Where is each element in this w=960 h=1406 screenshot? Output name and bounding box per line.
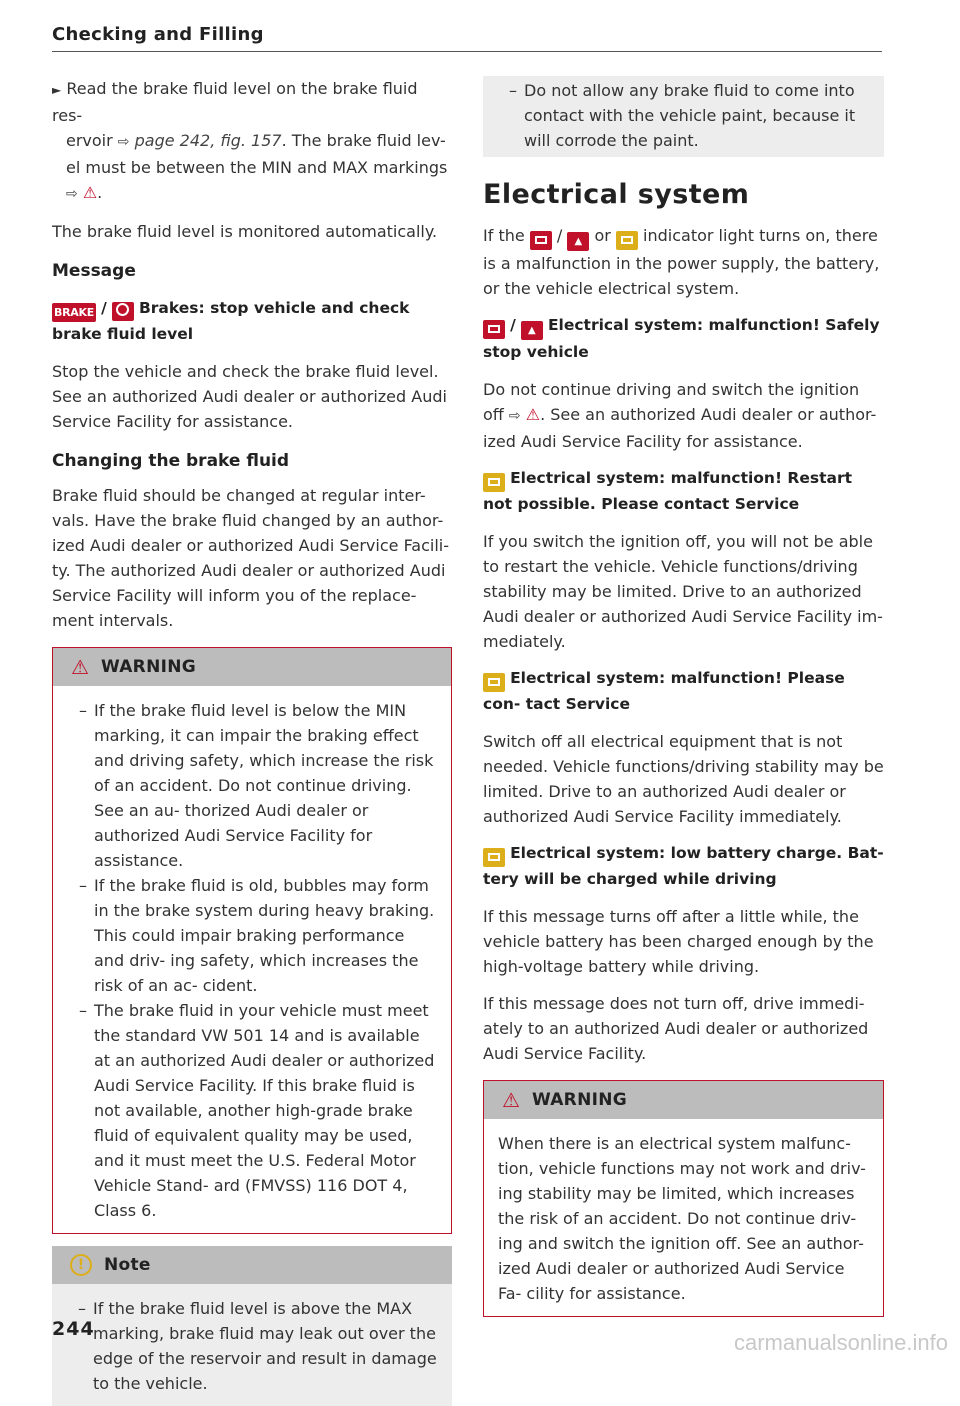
note-item: – If the brake fluid level is above the MAX marking, brake fluid may leak out over the edge of the reservoir and result in damage to the vehicle. (78, 1299, 437, 1393)
warning-item: – If the brake fluid is old, bubbles may form in the brake system during heavy braking. This could impair braking performance and driv- ing safety, which increases the risk of an ac- cident. (79, 876, 435, 995)
electrical-msg-1-title: / ▲ Electrical system: malfunction! Safely stop vehicle (483, 316, 880, 361)
warning-triangle-icon: ⚠ (502, 1088, 520, 1112)
right-column (483, 76, 884, 1317)
header-divider (52, 51, 882, 52)
brake-circle-lamp-icon (112, 302, 134, 321)
battery-yellow-lamp-icon (483, 473, 505, 492)
warning-box-header: ⚠ WARNING (484, 1081, 883, 1119)
warning-item: – If the brake fluid level is below the MIN marking, it can impair the braking effect and driving safety, which increase the risk of an accident. Do not continue driving. See an au- thorized Audi dealer or authorized Audi Service Facility for assistance. (79, 701, 434, 870)
warning-box-body: When there is an electrical system malfunc- tion, vehicle functions may not work and driv- ing stability may be limited, which increases the risk of an accident. Do not continue driv- ing and switch the ignition off. See an author- ized Audi dealer or authorized Audi Service Fa- cility for assistance. (484, 1119, 883, 1316)
electrical-msg-4-body-2: If this message does not turn off, drive immedi- ately to an authorized Audi dealer or authorized Audi Service Facility. (483, 994, 869, 1063)
watermark: carmanualsonline.info (733, 1330, 948, 1355)
electrical-msg-1-body: Do not continue driving and switch the ignition off ⇨ ⚠. See an authorized Audi dealer or author- ized Audi Service Facility for assistance. (483, 380, 877, 451)
battery-red-lamp-icon (483, 320, 505, 339)
electrical-msg-4-title: Electrical system: low battery charge. Bat- tery will be charged while driving (483, 844, 884, 888)
note-exclamation-icon: ! (70, 1254, 92, 1276)
electrical-msg-4-body: If this message turns off after a little while, the vehicle battery has been charged enough by the high-voltage battery while driving. (483, 907, 874, 976)
brake-warning-lamp-icon: BRAKE (52, 303, 96, 322)
electrical-msg-3-title: Electrical system: malfunction! Please con- tact Service (483, 669, 845, 713)
warning-box (483, 1080, 884, 1317)
intro-instruction: ► Read the brake fluid level on the brake fluid res- (52, 79, 418, 125)
warning-triangle-icon: ⚠ (82, 183, 98, 202)
battery-yellow-lamp-icon (616, 231, 638, 250)
warning-box-header: ⚠ WARNING (53, 648, 451, 686)
arrow-right-icon: ⇨ (66, 186, 78, 202)
electrical-msg-2-body: If you switch the ignition off, you will not be able to restart the vehicle. Vehicle functions/driving stability may be limited. Drive to an authorized Audi dealer or authorized Audi Service Facility im- mediately. (483, 532, 883, 651)
warning-reference-link[interactable]: ⇨ ⚠. (66, 183, 103, 202)
section-heading-electrical: Electrical system (483, 179, 750, 210)
electrical-intro: If the / ▲ or indicator light turns on, there is a malfunction in the power supply, the battery, or the vehicle electrical system. (483, 226, 880, 298)
note-item: – Do not allow any brake fluid to come into contact with the vehicle paint, because it will corrode the paint. (509, 81, 856, 150)
page-reference-link[interactable]: ⇨ page 242, fig. 157 (117, 131, 282, 150)
battery-yellow-lamp-icon (483, 848, 505, 867)
battery-red-lamp-icon (530, 231, 552, 250)
battery-yellow-lamp-icon (483, 673, 505, 692)
page-header-title: Checking and Filling (52, 24, 264, 45)
warning-box-body (53, 686, 451, 1233)
electrical-msg-2-title: Electrical system: malfunction! Restart not possible. Please contact Service (483, 469, 853, 513)
note-box (52, 1246, 452, 1406)
changing-heading: Changing the brake fluid (52, 451, 290, 471)
warning-reference-link[interactable] (509, 405, 540, 424)
paint-note-continued (483, 76, 884, 157)
warning-triangle-icon: ⚠ (525, 405, 541, 424)
bullet-marker: ► (52, 83, 62, 97)
brake-message-title: BRAKE / Brakes: stop vehicle and check brake fluid level (52, 299, 410, 343)
monitored-text: The brake fluid level is monitored automatically. (52, 222, 438, 241)
intro-instruction-cont: ervoir ⇨ page 242, fig. 157. The brake fluid lev- (66, 131, 446, 150)
changing-body: Brake fluid should be changed at regular inter- vals. Have the brake fluid changed by an author- ized Audi dealer or authorized Audi Service Facili- ty. The authorized Audi dealer or authorized Audi Service Facility will inform you of the replace- ment intervals. (52, 486, 450, 630)
note-box-body (52, 1284, 452, 1406)
warning-box (52, 647, 452, 1234)
warning-triangle-icon: ⚠ (71, 655, 89, 679)
arrow-right-icon: ⇨ (117, 134, 130, 150)
electrical-msg-3-body: Switch off all electrical equipment that is not needed. Vehicle functions/driving stability may be limited. Drive to an authorized Audi dealer or authorized Audi Service Facility immediately. (483, 732, 884, 826)
page-number: 244 (52, 1318, 95, 1340)
electrical-red-lamp-icon: ▲ (567, 232, 589, 251)
left-column (52, 76, 452, 1406)
intro-instruction-cont2: el must be between the MIN and MAX markings (66, 158, 448, 177)
warning-item: – The brake fluid in your vehicle must meet the standard VW 501 14 and is available at an authorized Audi dealer or authorized Audi Service Facility. If this brake fluid is not available, another high-grade brake fluid of equivalent quality may be used, and it must meet the U.S. Federal Motor Vehicle Stand- ard (FMVSS) 116 DOT 4, Class 6. (79, 1001, 435, 1220)
arrow-right-icon: ⇨ (508, 408, 521, 424)
brake-message-body: Stop the vehicle and check the brake fluid level. See an authorized Audi dealer or authorized Audi Service Facility for assistance. (52, 362, 447, 431)
message-heading: Message (52, 261, 136, 281)
electrical-red-lamp-icon: ▲ (521, 321, 543, 340)
note-box-header: ! Note (52, 1246, 452, 1284)
